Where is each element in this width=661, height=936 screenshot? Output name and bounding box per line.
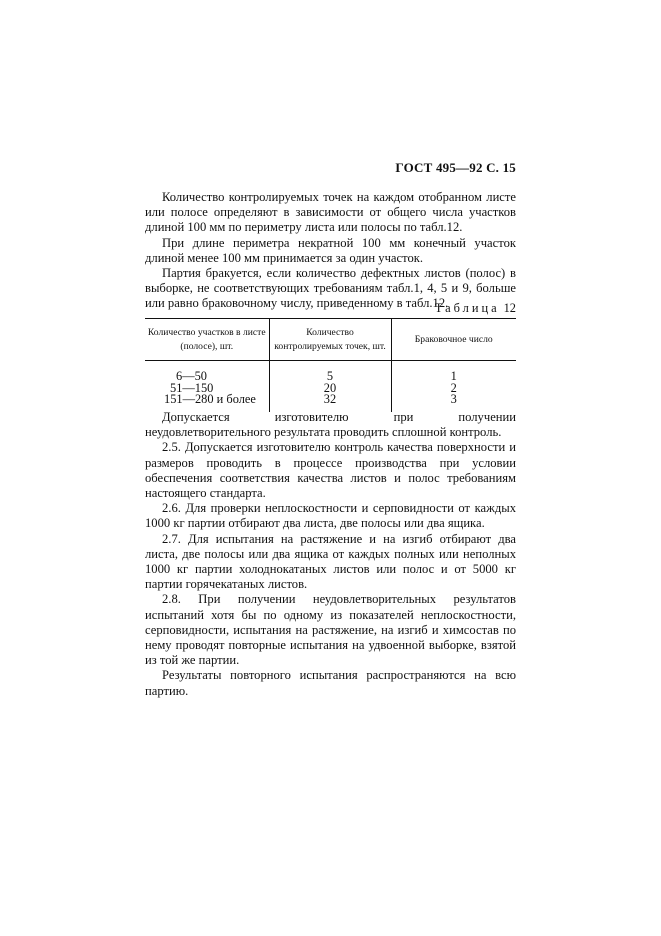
table-caption-number: 12: [503, 301, 516, 315]
table-cell: 1: [391, 361, 516, 383]
table-header-cell: Количество участков в листе (полосе), шт.: [145, 319, 269, 361]
table-header-cell: Количество контролируемых точек, шт.: [269, 319, 391, 361]
table-cell-text: 151—280 и более: [164, 392, 256, 407]
table-header-row: [145, 319, 516, 361]
body-text-block: [145, 410, 516, 699]
page-header: ГОСТ 495—92 С. 15: [395, 160, 516, 175]
table-cell: 20: [269, 383, 391, 395]
paragraph: Допускается изготовителю при получении неудовлетворительного результата проводить сплошной контроль.: [145, 410, 516, 440]
table-caption: [435, 301, 516, 316]
paragraph: 2.8. При получении неудовлетворительных результатов испытаний хотя бы по одному из показателей неплоскостности, серповидности, испытания на растяжение, на изгиб и химсостав по нему проводят повторные испытания на удвоенной выборке, взятой из той же партии.: [145, 592, 516, 668]
paragraph: Результаты повторного испытания распространяются на всю партию.: [145, 668, 516, 698]
table-row: [145, 361, 516, 383]
paragraph: Партия бракуется, если количество дефектных листов (полос) в выборке, не соответствующих требованиям табл.1, 4, 5 и 9, больше или равно браковочному числу, приведенному в табл.12.: [145, 266, 516, 311]
paragraph: При длине периметра некратной 100 мм конечный участок длиной менее 100 мм принимается за один участок.: [145, 235, 516, 265]
paragraph: 2.7. Для испытания на растяжение и на изгиб отбирают два листа, две полосы или два ящика от каждых полных или неполных 1000 кг партии холоднокатаных листов или полос и от 5000 кг партии горячекатаных листов.: [145, 531, 516, 592]
paragraph: 2.6. Для проверки неплоскостности и серповидности от каждых 1000 кг партии отбирают два листа, две полосы или два ящика.: [145, 501, 516, 531]
table-cell: 2: [391, 383, 516, 395]
table-cell-text: 6—50: [176, 369, 207, 383]
table-cell: 3: [391, 394, 516, 412]
table-header-cell: Браковочное число: [391, 319, 516, 361]
intro-text-block: [145, 190, 516, 312]
table-cell: [145, 361, 269, 383]
table-cell: 32: [269, 394, 391, 412]
paragraph: Количество контролируемых точек на каждом отобранном листе или полосе определяют в зависимости от общего числа участков длиной 100 мм по периметру листа или полосы по табл.12.: [145, 190, 516, 235]
table-cell: 5: [269, 361, 391, 383]
sampling-table: [145, 318, 516, 412]
table-cell-text: 51—150: [170, 380, 214, 395]
table-caption-label: Таблица: [434, 301, 500, 315]
paragraph: 2.5. Допускается изготовителю контроль качества поверхности и размеров проводить в процессе производства при условии обеспечения соответствия качества листов и полос требованиям настоящего стандарта.: [145, 440, 516, 501]
